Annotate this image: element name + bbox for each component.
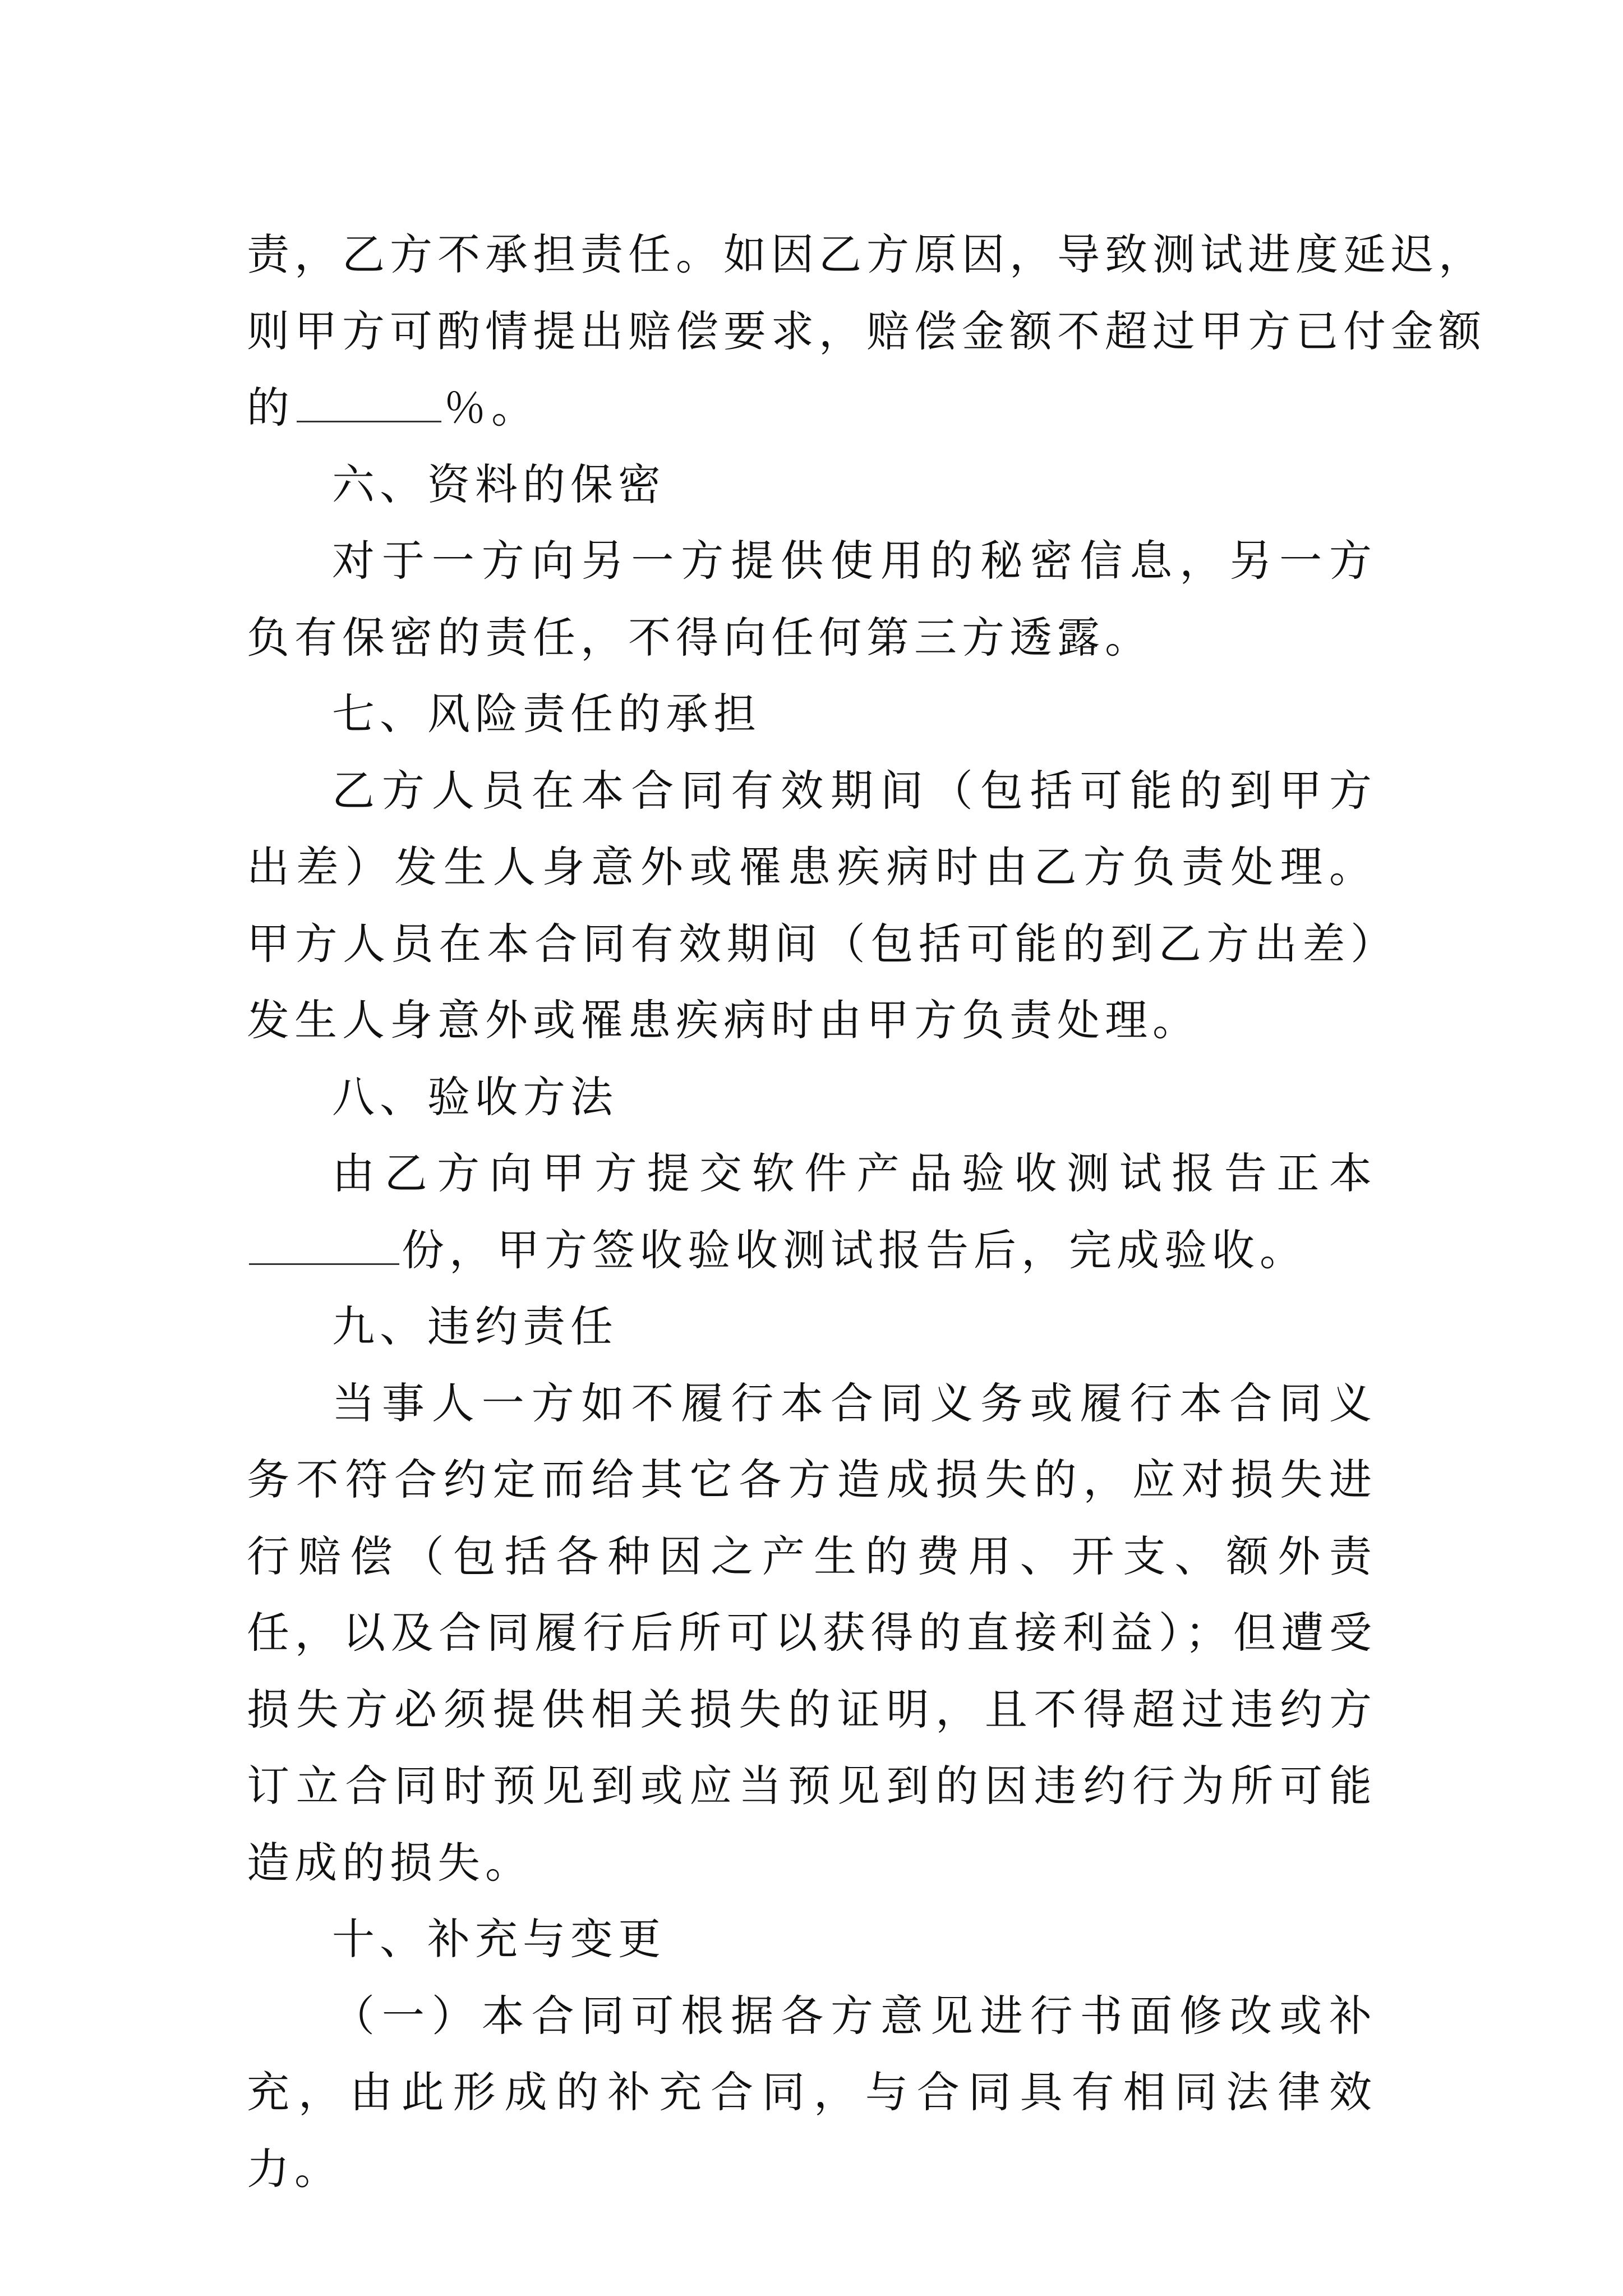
paragraph-line [247, 370, 1377, 447]
fill-in-blank-copies [249, 1226, 399, 1265]
section-heading-amendment: 十、补充与变更 [332, 1914, 666, 1964]
paragraph-compensation-continued [247, 217, 1486, 447]
paragraph-text: ％。 [444, 383, 539, 432]
paragraph-confidentiality: 对于一方向另一方提供使用的秘密信息，另一方负有保密的责任，不得向任何第三方透露。 [247, 536, 1377, 662]
paragraph-risk: 乙方人员在本合同有效期间（包括可能的到甲方出差）发生人身意外或罹患疾病时由乙方负责处理。甲方人员在本合同有效期间（包括可能的到乙方出差）发生人身意外或罹患疾病时由甲方负责处理。 [247, 765, 1377, 1045]
section-heading-breach: 九、违约责任 [332, 1301, 618, 1351]
section-heading-acceptance: 八、验收方法 [332, 1071, 618, 1122]
paragraph-text: 由乙方向甲方提交软件产品验收测试报告正本 [332, 1148, 1377, 1198]
document-body [247, 217, 1486, 2207]
paragraph-line: 责，乙方不承担责任。如因乙方原因，导致测试进度延迟， [247, 229, 1486, 279]
fill-in-blank-percentage [297, 384, 441, 422]
paragraph-breach: 当事人一方如不履行本合同义务或履行本合同义务不符合约定而给其它各方造成损失的，应对损失进行赔偿（包括各种因之产生的费用、开支、额外责任，以及合同履行后所可以获得的直接利益）；但遭受损失方必须提供相关损失的证明，且不得超过违约方订立合同时预见到或应当预见到的因违约行为所可能造成的损失。 [247, 1378, 1377, 1888]
paragraph-acceptance [247, 1135, 1377, 1289]
section-heading-confidentiality: 六、资料的保密 [332, 459, 666, 509]
paragraph-amendment-1: （一）本合同可根据各方意见进行书面修改或补充，由此形成的补充合同，与合同具有相同法律效力。 [247, 1990, 1377, 2194]
section-heading-risk: 七、风险责任的承担 [332, 689, 761, 739]
paragraph-line: 则甲方可酌情提出赔偿要求，赔偿金额不超过甲方已付金额 [247, 306, 1486, 356]
paragraph-text: 份，甲方签收验收测试报告后，完成验收。 [402, 1225, 1307, 1275]
paragraph-text: 的 [247, 383, 294, 432]
